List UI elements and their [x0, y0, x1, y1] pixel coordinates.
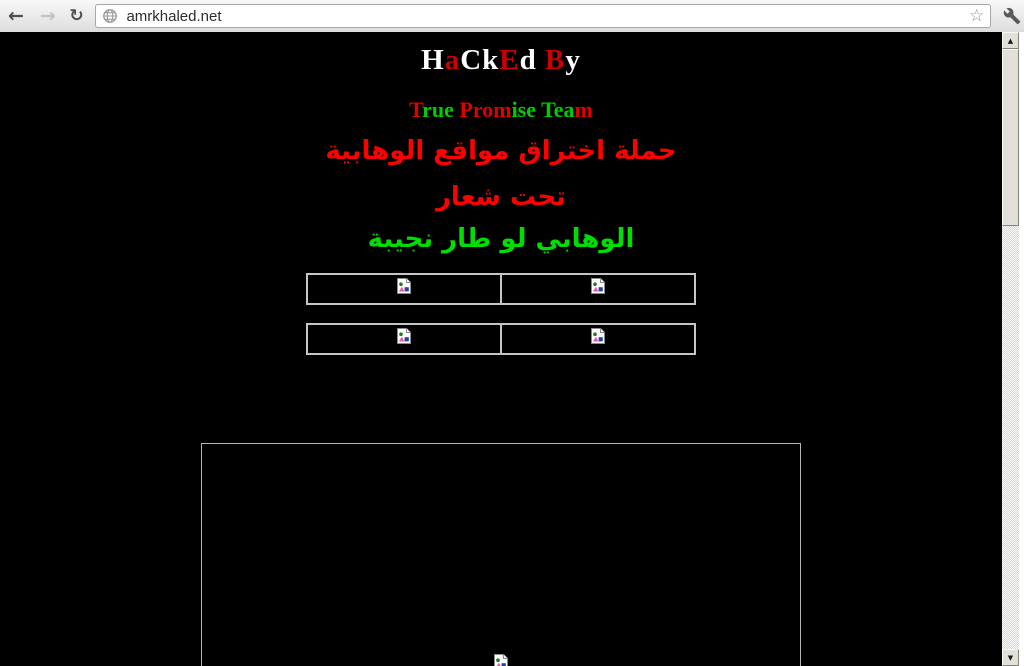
colored-letter-segment: C	[460, 44, 483, 76]
colored-letter-segment: k	[482, 44, 500, 76]
vertical-scrollbar[interactable]	[1002, 32, 1019, 666]
colored-letter-segment	[537, 44, 545, 76]
image-table-1	[306, 273, 696, 305]
wrench-menu-button[interactable]	[1000, 3, 1024, 29]
image-cell	[501, 324, 695, 354]
scroll-down-icon: ▼	[1007, 653, 1014, 662]
image-cell	[307, 324, 501, 354]
colored-letter-segment: ise	[511, 97, 537, 122]
broken-media-placeholder	[494, 654, 508, 666]
image-cell	[307, 274, 501, 304]
bookmark-star-icon[interactable]: ☆	[968, 5, 985, 26]
arabic-slogan-line-2: تحت شعار	[435, 181, 567, 212]
scrollbar-thumb[interactable]	[1002, 49, 1019, 226]
colored-letter-segment: Tea	[541, 97, 575, 122]
colored-letter-segment: a	[444, 44, 461, 76]
defaced-page	[0, 32, 1002, 666]
broken-image-icon	[591, 328, 605, 344]
wrench-icon	[1003, 7, 1021, 25]
arabic-slogan-line-3: الوهابي لو طار نجيبة	[367, 223, 635, 254]
back-arrow-icon: ←	[7, 5, 24, 27]
forward-button[interactable]	[36, 3, 60, 29]
broken-image-icon	[397, 328, 411, 344]
scroll-down-button[interactable]	[1002, 649, 1019, 666]
colored-letter-segment: E	[499, 44, 520, 76]
colored-letter-segment: T	[409, 97, 423, 122]
bottom-media-frame	[201, 443, 801, 666]
globe-icon	[102, 8, 118, 24]
broken-image-icon	[494, 654, 508, 666]
browser-toolbar	[0, 0, 1024, 32]
arabic-slogan-line-1: حملة اختراق مواقع الوهابية	[325, 136, 677, 166]
colored-letter-segment: rue	[422, 97, 454, 122]
scroll-up-icon: ▲	[1007, 36, 1014, 45]
colored-letter-segment: m	[574, 97, 593, 122]
address-text: amrkhaled.net	[126, 7, 222, 25]
colored-letter-segment: B	[545, 44, 566, 76]
team-name-title	[0, 97, 1002, 123]
hacked-by-title	[0, 44, 1002, 77]
table-row	[307, 324, 695, 354]
address-bar[interactable]	[95, 4, 991, 28]
image-cell	[501, 274, 695, 304]
forward-arrow-icon: →	[39, 5, 56, 27]
table-row	[307, 274, 695, 304]
image-table-2	[306, 323, 696, 355]
colored-letter-segment: H	[421, 44, 445, 76]
colored-letter-segment: d	[519, 44, 537, 76]
reload-icon: ↻	[69, 6, 84, 26]
back-button[interactable]	[4, 3, 28, 29]
broken-image-icon	[591, 278, 605, 294]
broken-image-icon	[397, 278, 411, 294]
scroll-up-button[interactable]	[1002, 32, 1019, 49]
browser-viewport	[0, 32, 1024, 666]
colored-letter-segment: Prom	[459, 97, 512, 122]
colored-letter-segment: y	[565, 44, 581, 76]
reload-button[interactable]	[65, 3, 89, 29]
